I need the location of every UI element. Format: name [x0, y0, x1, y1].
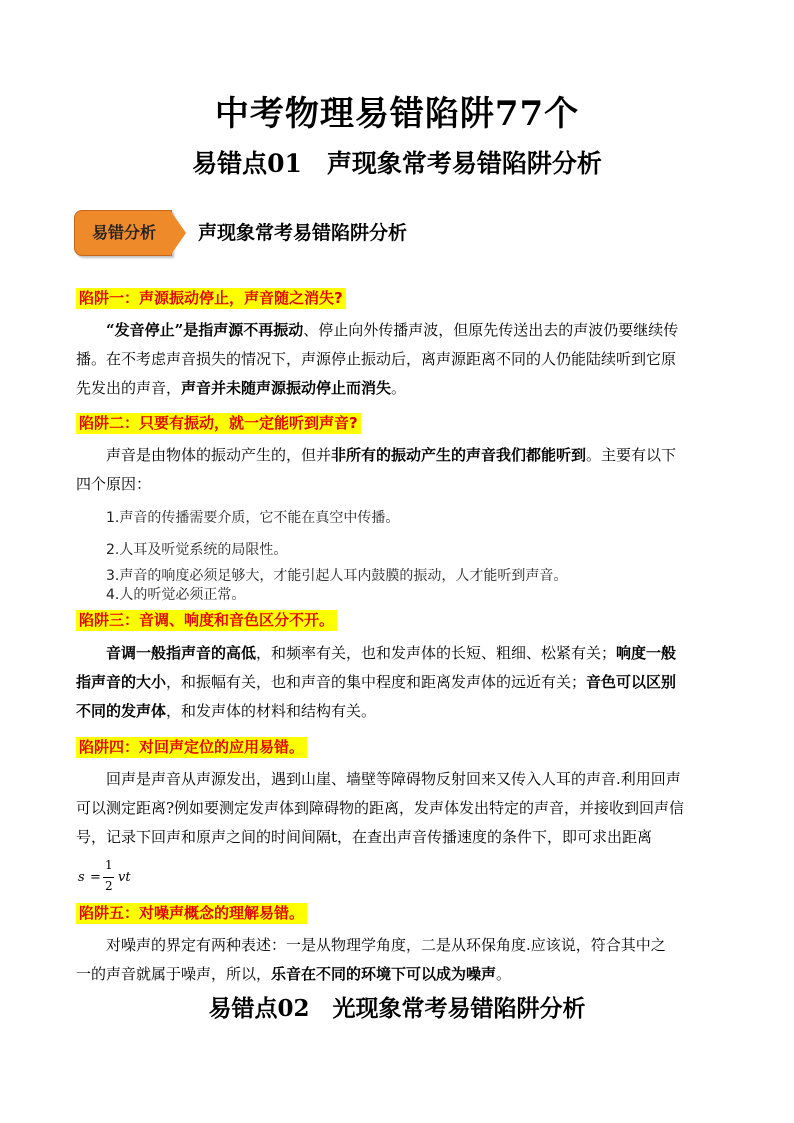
main-title: 中考物理易错陷阱77个: [214, 94, 580, 134]
trap-5-text-2: 一的声音就属于噪声，所以，: [76, 965, 272, 983]
trap-heading-1: 陷阱一：声源振动停止，声音随之消失?: [76, 288, 346, 309]
trap-2-text-2: 。主要有以下: [586, 446, 677, 464]
section-banner: [74, 210, 614, 256]
trap-5-body: [76, 931, 718, 989]
trap-3-bold-4: 音色可以区别: [586, 673, 677, 691]
formula-rhs: vt: [118, 870, 131, 885]
formula-lhs: s: [78, 870, 85, 885]
trap-3-bold-1: 音调一般指声音的高低: [106, 644, 257, 662]
reason-item-4: 4.人的听觉必须正常。: [106, 587, 246, 603]
trap-5-bold-1: 乐音在不同的环境下可以成为噪声: [271, 965, 497, 983]
next-section-title: 易错点02 光现象常考易错陷阱分析: [208, 995, 586, 1022]
trap-3-bold-5: 不同的发声体: [76, 702, 167, 720]
trap-4-text-3: 号，记录下回声和原声之间的时间间隔t，在查出声音传播速度的条件下，即可求出距离: [76, 828, 653, 846]
formula-denominator: 2: [105, 879, 113, 893]
trap-1-text-4: 。: [391, 379, 407, 397]
trap-heading-2: 陷阱二：只要有振动，就一定能听到声音?: [76, 413, 361, 434]
trap-2-text-1: 声音是由物体的振动产生的，但并: [106, 446, 332, 464]
trap-heading-3: 陷阱三：音调、响度和音色区分不开。: [76, 610, 337, 631]
trap-heading-4: 陷阱四：对回声定位的应用易错。: [76, 737, 307, 758]
trap-3-bold-3: 指声音的大小: [76, 673, 167, 691]
banner-title: 声现象常考易错陷阱分析: [198, 222, 408, 244]
reason-item-2: 2.人耳及听觉系统的局限性。: [106, 542, 288, 558]
trap-3-bold-2: 响度一般: [616, 644, 677, 662]
trap-3-body: [76, 639, 718, 726]
trap-heading-5: 陷阱五：对噪声概念的理解易错。: [76, 903, 307, 924]
reason-item-3: 3.声音的响度必须足够大，才能引起人耳内鼓膜的振动，人才能听到声音。: [106, 568, 568, 584]
trap-1-text-3: 先发出的声音，: [76, 379, 182, 397]
trap-1-bold-1: “发音停止”是指声源不再振动: [106, 321, 304, 339]
trap-2-text-3: 四个原因：: [76, 475, 152, 493]
reason-item-1: 1.声音的传播需要介质，它不能在真空中传播。: [106, 510, 400, 526]
formula-equals: =: [90, 870, 101, 885]
trap-1-text-1: 、停止向外传播声波，但原先传送出去的声波仍要继续传: [303, 321, 679, 339]
trap-1-bold-2: 声音并未随声源振动停止而消失: [181, 379, 392, 397]
trap-2-body: [76, 441, 718, 499]
trap-4-text-2: 可以测定距离?例如要测定发声体到障碍物的距离，发声体发出特定的声音，并接收到回声信: [76, 799, 685, 817]
trap-2-bold-1: 非所有的振动产生的声音我们都能听到: [331, 446, 587, 464]
trap-3-text-2: ，和振幅有关，也和声音的集中程度和距离发声体的远近有关；: [166, 673, 587, 691]
trap-4-body: [76, 765, 718, 852]
formula-fraction-bar: [103, 877, 114, 878]
trap-1-body: [76, 316, 718, 403]
banner-tag-label: 易错分析: [91, 223, 156, 242]
trap-3-text-3: ，和发声体的材料和结构有关。: [166, 702, 377, 720]
trap-5-text-1: 对噪声的界定有两种表述：一是从物理学角度，二是从环保角度.应该说，符合其中之: [106, 936, 666, 954]
formula-numerator: 1: [105, 858, 113, 872]
distance-formula: [76, 858, 156, 898]
sub-title: 易错点01 声现象常考易错陷阱分析: [192, 149, 602, 178]
trap-4-text-1: 回声是声音从声源发出，遇到山崖、墙壁等障碍物反射回来又传入人耳的声音.利用回声: [106, 770, 681, 788]
trap-3-text-1: ，和频率有关，也和发声体的长短、粗细、松紧有关；: [256, 644, 617, 662]
trap-5-text-3: 。: [496, 965, 512, 983]
trap-1-text-2: 播。在不考虑声音损失的情况下，声源停止振动后，离声源距离不同的人仍能陆续听到它原: [76, 350, 677, 368]
